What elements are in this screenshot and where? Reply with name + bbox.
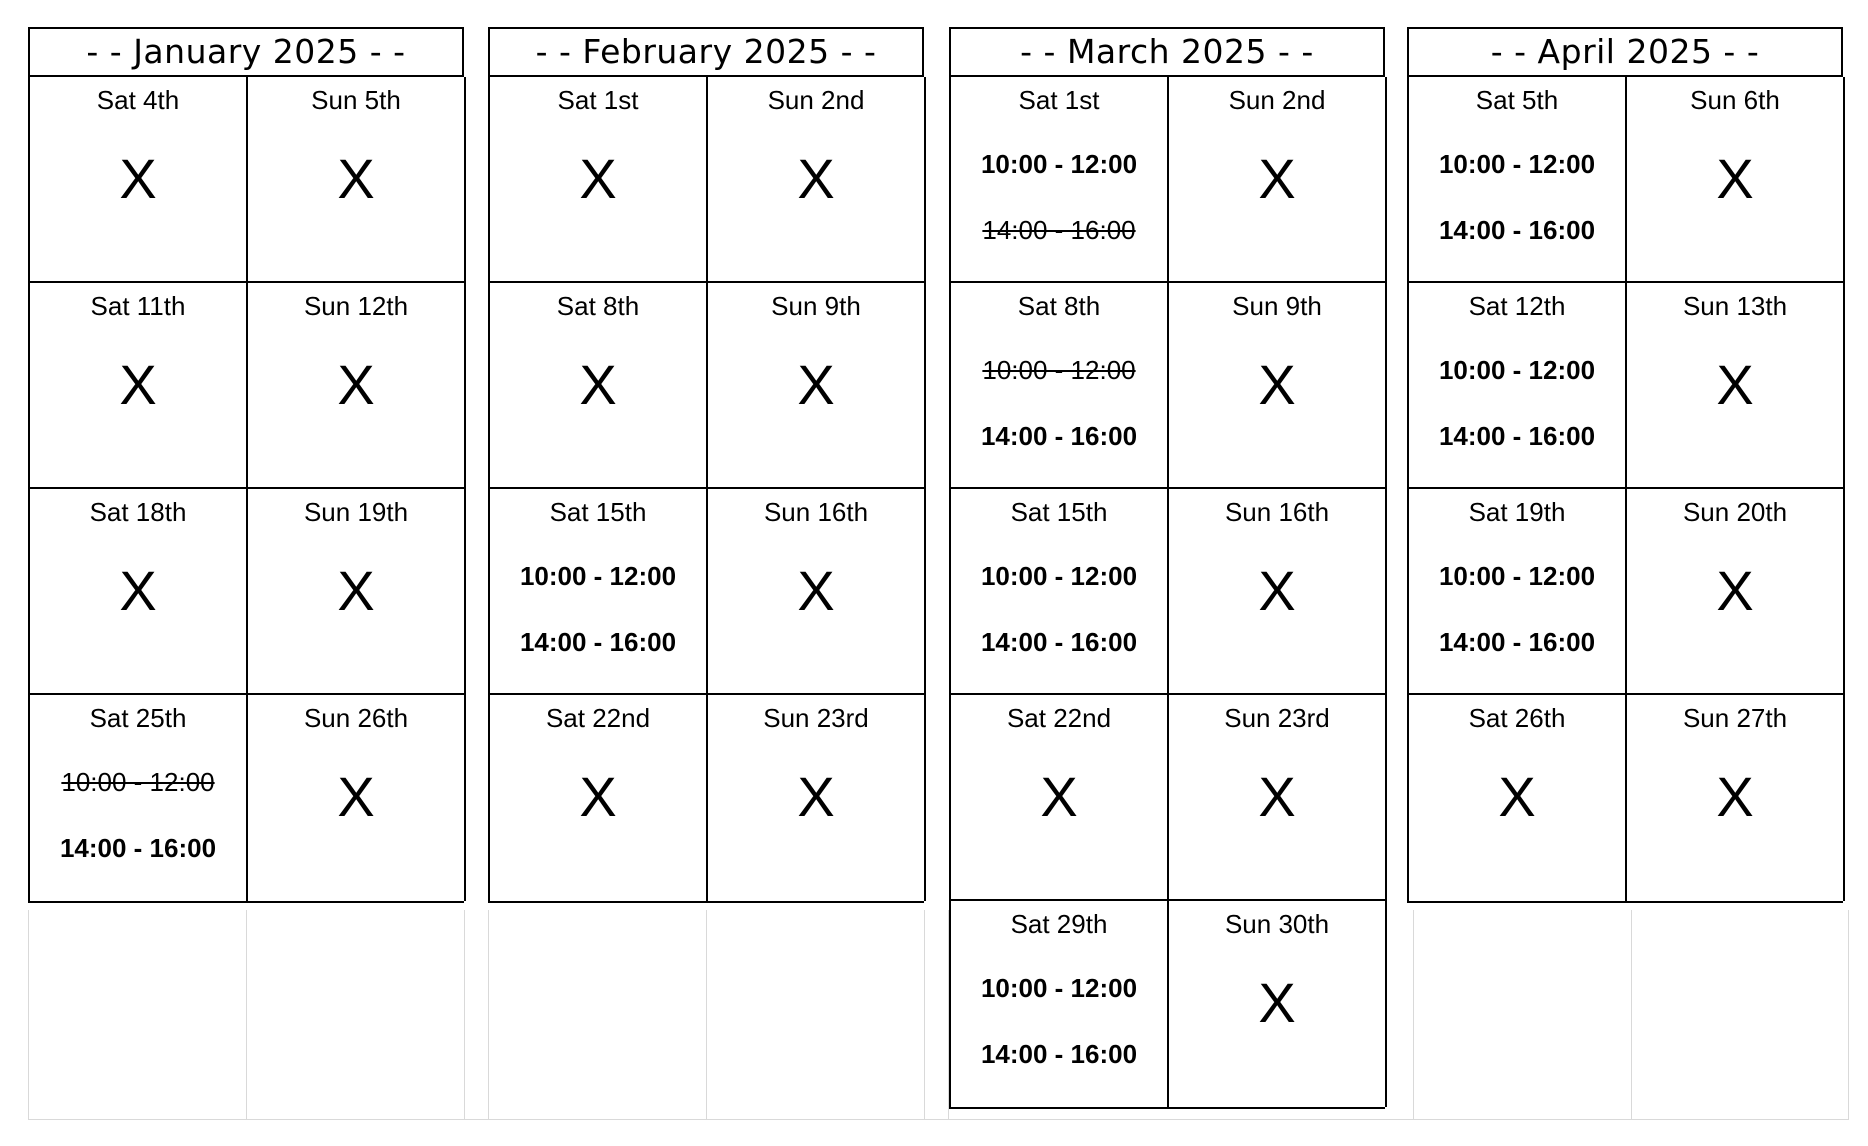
day-label: Sun 23rd	[1224, 703, 1330, 733]
day-label: Sun 5th	[311, 85, 401, 115]
day-cell	[708, 77, 926, 283]
time-slot-available: 10:00 - 12:00	[980, 149, 1138, 179]
day-cell	[1627, 695, 1845, 901]
day-cell	[248, 77, 466, 283]
unavailable-mark: X	[579, 147, 617, 210]
empty-grid-background	[28, 910, 1849, 1120]
unavailable-mark: X	[1716, 147, 1754, 210]
day-cell	[30, 283, 248, 489]
day-cell	[30, 77, 248, 283]
day-label: Sun 20th	[1682, 497, 1788, 527]
unavailable-mark: X	[797, 559, 835, 622]
day-label: Sat 12th	[1468, 291, 1566, 321]
day-cell	[951, 695, 1169, 901]
unavailable-mark: X	[579, 765, 617, 828]
day-label: Sat 4th	[96, 85, 180, 115]
day-cell	[1627, 283, 1845, 489]
day-label: Sat 25th	[89, 703, 187, 733]
month-january	[28, 27, 464, 903]
day-label: Sat 19th	[1468, 497, 1566, 527]
month-grid	[28, 77, 464, 903]
day-cell	[1627, 77, 1845, 283]
day-label: Sat 8th	[556, 291, 640, 321]
time-slot-available: 10:00 - 12:00	[519, 561, 677, 591]
unavailable-mark: X	[1258, 353, 1296, 416]
day-label: Sun 9th	[771, 291, 861, 321]
day-label: Sat 29th	[1010, 909, 1108, 939]
day-cell	[30, 695, 248, 901]
day-cell	[1169, 901, 1387, 1107]
day-cell	[1169, 77, 1387, 283]
unavailable-mark: X	[1498, 765, 1536, 828]
day-cell	[1169, 283, 1387, 489]
day-cell	[248, 489, 466, 695]
time-slot-available: 10:00 - 12:00	[1438, 149, 1596, 179]
month-title: - - March 2025 - -	[949, 27, 1385, 77]
day-label: Sat 1st	[1018, 85, 1100, 115]
time-slot-available: 14:00 - 16:00	[980, 421, 1138, 451]
day-cell	[951, 901, 1169, 1107]
day-cell	[1409, 489, 1627, 695]
day-label: Sun 27th	[1682, 703, 1788, 733]
day-cell	[490, 695, 708, 901]
day-label: Sat 22nd	[545, 703, 651, 733]
time-slot-available: 14:00 - 16:00	[519, 627, 677, 657]
day-cell	[248, 695, 466, 901]
day-label: Sun 2nd	[1228, 85, 1326, 115]
day-cell	[708, 695, 926, 901]
day-label: Sat 22nd	[1006, 703, 1112, 733]
unavailable-mark: X	[337, 559, 375, 622]
month-title: - - January 2025 - -	[28, 27, 464, 77]
day-label: Sun 16th	[763, 497, 869, 527]
unavailable-mark: X	[119, 353, 157, 416]
unavailable-mark: X	[337, 765, 375, 828]
unavailable-mark: X	[1040, 765, 1078, 828]
day-cell	[1627, 489, 1845, 695]
day-cell	[951, 77, 1169, 283]
time-slot-available: 10:00 - 12:00	[1438, 355, 1596, 385]
unavailable-mark: X	[337, 353, 375, 416]
day-cell	[1409, 77, 1627, 283]
day-label: Sat 15th	[1010, 497, 1108, 527]
day-label: Sat 15th	[549, 497, 647, 527]
day-label: Sun 13th	[1682, 291, 1788, 321]
unavailable-mark: X	[1258, 765, 1296, 828]
day-cell	[951, 489, 1169, 695]
day-cell	[1169, 695, 1387, 901]
unavailable-mark: X	[797, 765, 835, 828]
unavailable-mark: X	[119, 147, 157, 210]
day-cell	[1409, 283, 1627, 489]
day-cell	[490, 77, 708, 283]
time-slot-available: 10:00 - 12:00	[980, 973, 1138, 1003]
month-march	[949, 27, 1385, 1109]
time-slot-available: 14:00 - 16:00	[59, 833, 217, 863]
day-label: Sun 19th	[303, 497, 409, 527]
day-label: Sat 5th	[1475, 85, 1559, 115]
unavailable-mark: X	[1716, 765, 1754, 828]
day-label: Sun 16th	[1224, 497, 1330, 527]
day-cell	[248, 283, 466, 489]
unavailable-mark: X	[1716, 559, 1754, 622]
day-cell	[490, 283, 708, 489]
month-grid	[488, 77, 924, 903]
unavailable-mark: X	[797, 147, 835, 210]
unavailable-mark: X	[119, 559, 157, 622]
day-cell	[1169, 489, 1387, 695]
month-title: - - April 2025 - -	[1407, 27, 1843, 77]
day-label: Sat 1st	[557, 85, 639, 115]
time-slot-booked: 10:00 - 12:00	[61, 767, 215, 797]
unavailable-mark: X	[1716, 353, 1754, 416]
day-label: Sun 12th	[303, 291, 409, 321]
unavailable-mark: X	[579, 353, 617, 416]
day-cell	[490, 489, 708, 695]
unavailable-mark: X	[1258, 559, 1296, 622]
day-label: Sun 9th	[1232, 291, 1322, 321]
time-slot-available: 10:00 - 12:00	[980, 561, 1138, 591]
month-grid	[1407, 77, 1843, 903]
time-slot-available: 14:00 - 16:00	[1438, 627, 1596, 657]
unavailable-mark: X	[337, 147, 375, 210]
day-label: Sun 23rd	[763, 703, 869, 733]
day-label: Sat 8th	[1017, 291, 1101, 321]
day-label: Sun 2nd	[767, 85, 865, 115]
day-cell	[1409, 695, 1627, 901]
unavailable-mark: X	[1258, 147, 1296, 210]
time-slot-available: 14:00 - 16:00	[1438, 215, 1596, 245]
time-slot-booked: 14:00 - 16:00	[982, 215, 1136, 245]
month-title: - - February 2025 - -	[488, 27, 924, 77]
unavailable-mark: X	[797, 353, 835, 416]
month-april	[1407, 27, 1843, 903]
time-slot-available: 14:00 - 16:00	[1438, 421, 1596, 451]
time-slot-booked: 10:00 - 12:00	[982, 355, 1136, 385]
day-label: Sat 26th	[1468, 703, 1566, 733]
day-cell	[951, 283, 1169, 489]
unavailable-mark: X	[1258, 971, 1296, 1034]
day-cell	[708, 283, 926, 489]
month-grid	[949, 77, 1385, 1109]
time-slot-available: 14:00 - 16:00	[980, 627, 1138, 657]
time-slot-available: 14:00 - 16:00	[980, 1039, 1138, 1069]
day-label: Sat 11th	[90, 291, 186, 321]
day-label: Sat 18th	[89, 497, 187, 527]
day-cell	[708, 489, 926, 695]
day-label: Sun 26th	[303, 703, 409, 733]
time-slot-available: 10:00 - 12:00	[1438, 561, 1596, 591]
month-february	[488, 27, 924, 903]
day-label: Sun 30th	[1224, 909, 1330, 939]
day-label: Sun 6th	[1690, 85, 1780, 115]
day-cell	[30, 489, 248, 695]
